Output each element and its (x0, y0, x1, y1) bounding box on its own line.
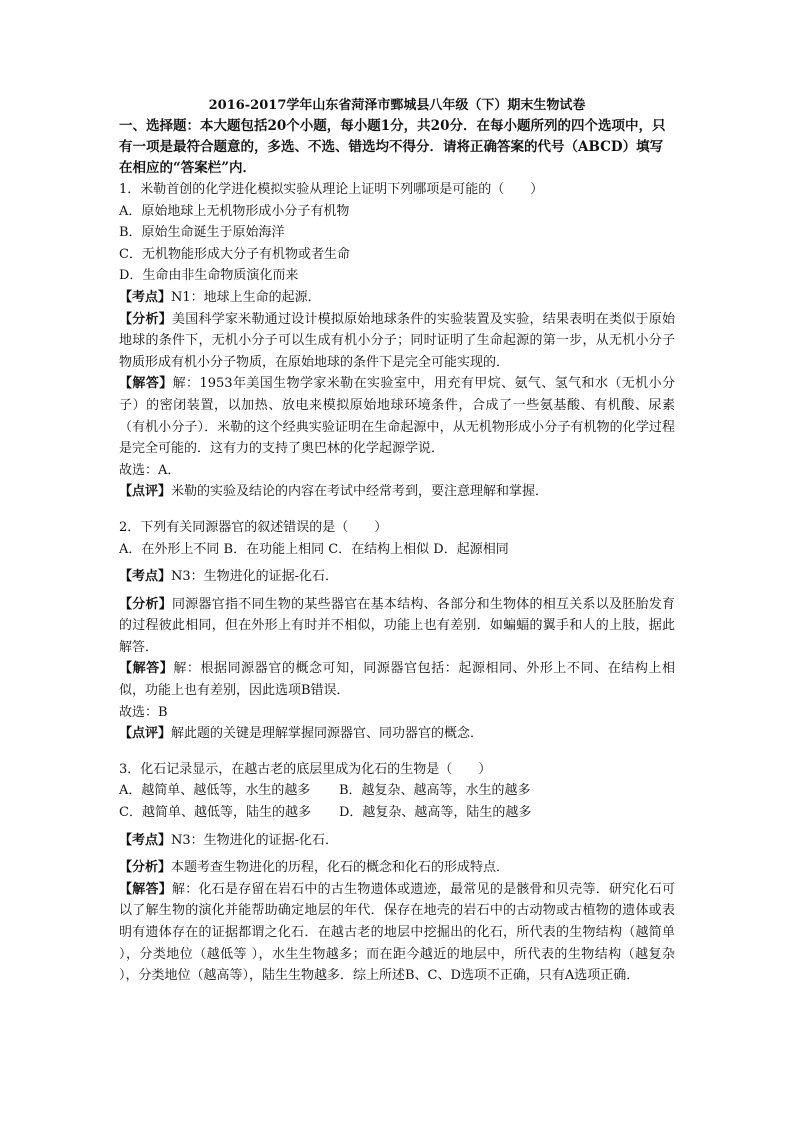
option-a: A．越简单、越低等，水生的越多 (119, 783, 311, 799)
question-1 (119, 179, 675, 503)
question-3 (119, 759, 675, 987)
kaodian (119, 830, 675, 852)
option-d: D．越复杂、越高等，陆生的越多 (339, 805, 532, 821)
dianping-label: 【点评】 (119, 726, 172, 742)
question-stem: 1．米勒首创的化学进化模拟实验从理论上证明下列哪项是可能的（ ） (119, 182, 544, 197)
fenxi-label: 【分析】 (119, 311, 172, 327)
jieda-text: 解：化石是存留在岩石中的古生物遗体或遗迹，最常见的是骸骨和贝壳等．研究化石可以了解生物的演化并能帮助确定地层的年代．保存在地壳的岩石中的古动物或古植物的遗体或表明有遗体存在的证据都谓之化石．在越古老的地层中挖掘出的化石，所代表的生物结构（越简单 ），分类地位（越低等 ），水生生物越多；而在距今越近的地层中，所代表的生物结构（越复杂 ），分类地位（越高等），陆生生物越多．综上所述B、C、D选项不正确，只有A选项正确． (119, 881, 675, 984)
document-body (119, 96, 675, 987)
kaodian-text: N3：生物进化的证据-化石． (171, 569, 339, 585)
option-b: B．原始生命诞生于原始海洋 (119, 225, 285, 241)
dianping-text: 米勒的实验及结论的内容在考试中经常考到，要注意理解和掌握． (171, 484, 549, 500)
fenxi-label: 【分析】 (119, 596, 172, 612)
answer: 故选：B (119, 704, 168, 720)
kaodian-text: N1：地球上生命的起源． (171, 289, 321, 305)
option-a: A．原始地球上无机物形成小分子有机物 (119, 203, 350, 219)
kaodian-text: N3：生物进化的证据-化石． (171, 832, 339, 848)
options-row-1 (119, 780, 675, 802)
question-stem: 2．下列有关同源器官的叙述错误的是（ ） (119, 519, 388, 535)
fenxi-text: 美国科学家米勒通过设计模拟原始地球条件的实验装置及实验，结果表明在类似于原始地球的条件下，无机小分子可以生成有机小分子；同时证明了生命起源的第一步，从无机小分子物质形成有机小分子物质，在原始地球的条件下是完全可能实现的． (119, 311, 675, 370)
fenxi-text: 同源器官指不同生物的某些器官在基本结构、各部分和生物体的相互关系以及胚胎发育的过程彼此相同，但在外形上有时并不相似，功能上也有差别．如蝙蝠的翼手和人的上肢，据此解答． (119, 596, 675, 655)
jieda-text: 解：1953年美国生物学家米勒在实验室中，用充有甲烷、氨气、氢气和水（无机小分子）的密闭装置，以加热、放电来模拟原始地球环境条件，合成了一些氨基酸、有机酸、尿素（有机小分子）．米勒的这个经典实验证明在生命起源中，从无机物形成小分子有机物的化学过程是完全可能的．这有力的支持了奥巴林的化学起源学说． (119, 376, 675, 457)
question-2 (119, 517, 675, 745)
kaodian-label: 【考点】 (119, 832, 172, 848)
jieda (119, 879, 675, 987)
dianping (119, 723, 675, 745)
jieda-label: 【解答】 (119, 376, 173, 392)
fenxi (119, 309, 675, 374)
kaodian-label: 【考点】 (119, 569, 172, 585)
jieda (119, 373, 675, 459)
section-heading: 一、选择题：本大题包括20个小题，每小题1分，共20分．在每小题所列的四个选项中，只有一项是最符合题意的，多选、不选、错选均不得分．请将正确答案的代号（ABCD）填写在相应的“答案栏”内． (119, 118, 666, 176)
jieda-text: 解：根据同源器官的概念可知，同源器官包括：起源相同、外形上不同、在结构上相似，功能上也有差别，因此选项B错误． (119, 661, 675, 699)
fenxi (119, 857, 675, 879)
fenxi-label: 【分析】 (119, 860, 172, 876)
question-stem: 3．化石记录显示，在越古老的底层里成为化石的生物是（ ） (119, 761, 492, 777)
options-row-2 (119, 802, 675, 824)
spacer (119, 503, 675, 517)
dianping-text: 解此题的关键是理解掌握同源器官、同功器官的概念． (171, 726, 484, 742)
option-d: D．生命由非生命物质演化而来 (119, 268, 299, 284)
answer: 故选：A． (119, 462, 181, 478)
jieda-label: 【解答】 (119, 881, 172, 897)
dianping (119, 481, 675, 503)
jieda-label: 【解答】 (119, 661, 174, 677)
option-c: C．无机物能形成大分子有机物或者生命 (119, 246, 350, 262)
jieda (119, 658, 675, 701)
dianping-label: 【点评】 (119, 484, 172, 500)
option-c: C．越简单、越低等，陆生的越多 (119, 805, 311, 821)
kaodian (119, 566, 675, 588)
kaodian-label: 【考点】 (119, 289, 172, 305)
fenxi-text: 本题考查生物进化的历程，化石的概念和化石的形成特点． (171, 860, 510, 876)
kaodian (119, 287, 675, 309)
options-line: A．在外形上不同 B．在功能上相同 C．在结构上相似 D．起源相同 (119, 541, 509, 557)
option-b: B．越复杂、越高等，水生的越多 (339, 783, 531, 799)
page-title: 2016-2017学年山东省菏泽市鄄城县八年级（下）期末生物试卷 (208, 98, 586, 113)
fenxi (119, 594, 675, 659)
spacer (119, 745, 675, 759)
